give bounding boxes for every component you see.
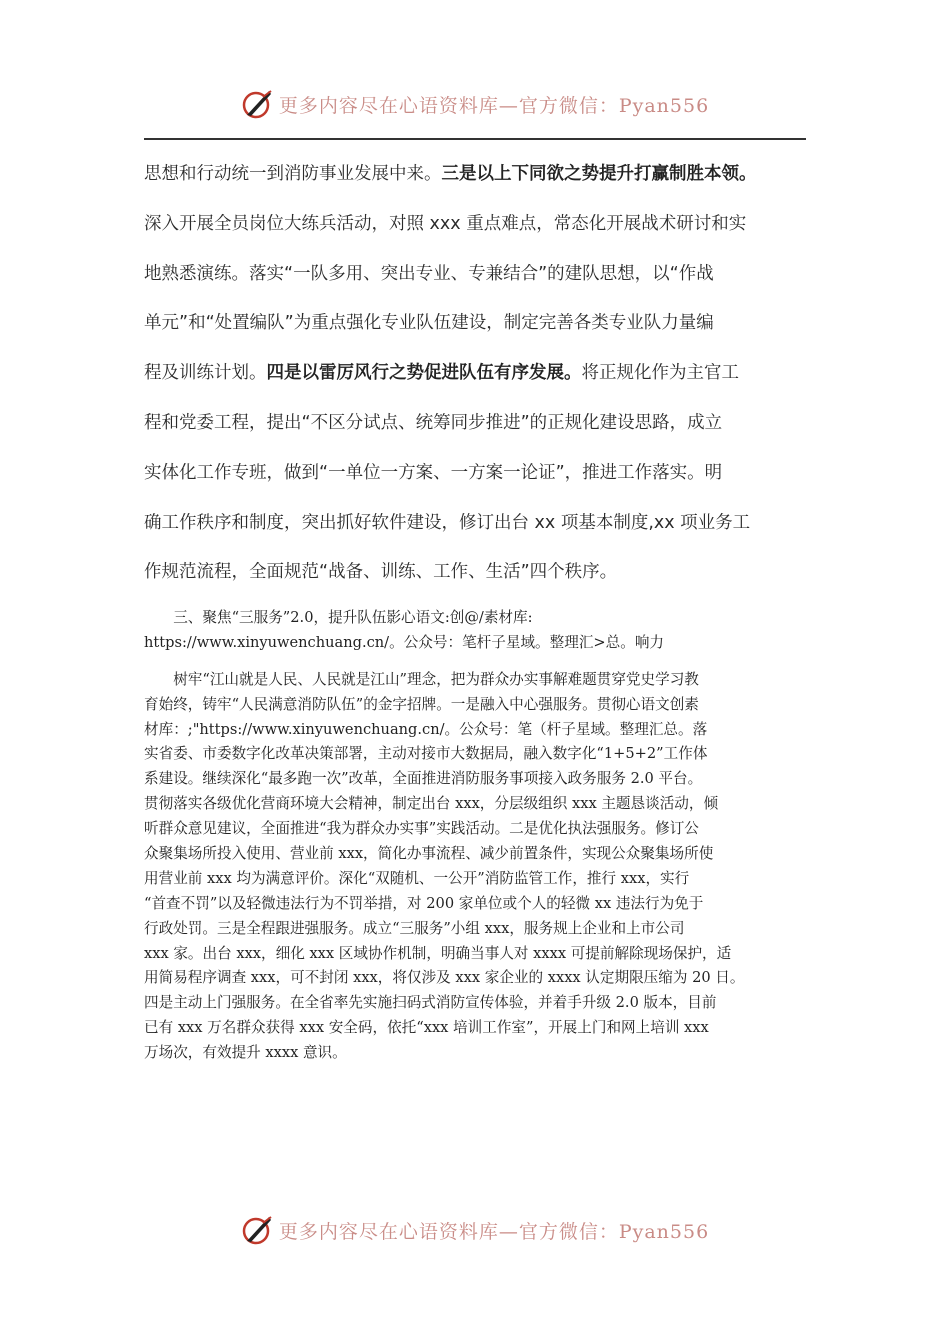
text-line: 众聚集场所投入使用、营业前 xxx，简化办事流程、减少前置条件，实现公众聚集场所使 — [144, 845, 714, 863]
text-line: 实体化工作专班，做到“一单位一方案、一方案一论证”，推进工作落实。明 — [144, 462, 723, 483]
text-line: 系建设。继续深化“最多跑一次”改革，全面推进消防服务事项接入政务服务 2.0 平台。 — [144, 770, 703, 788]
header-divider — [144, 138, 806, 140]
text-line: 听群众意见建议，全面推进“我为群众办实事”实践活动。二是优化执法强服务。修订公 — [144, 820, 699, 838]
footer-banner-text: 更多内容尽在心语资料库—官方微信：Pyan556 — [278, 1220, 710, 1243]
text-line — [144, 150, 810, 200]
text-span: 将正规化作为主官工 — [581, 363, 739, 384]
text-line: 用简易程序调查 xxx，可不封闭 xxx，将仅涉及 xxx 家企业的 xxxx 认定期限压缩为 20 日。 — [144, 969, 745, 987]
text-span: 思想和行动统一到消防事业发展中来。 — [144, 164, 442, 184]
text-line: 单元”和“处置编队”为重点强化专业队伍建设，制定完善各类专业队力量编 — [144, 313, 714, 334]
text-line: 实省委、市委数字化改革决策部署，主动对接市大数据局，融入数字化“1+5+2”工作体 — [144, 745, 708, 763]
bold-lead-3: 三是以上下同欲之势提升打赢制胜本领。 — [441, 164, 757, 184]
text-line: 材库：;"https://www.xinyuwenchuang.cn/。公众号：笔（杆子星域。整理汇总。落 — [144, 720, 708, 738]
text-line: 贯彻落实各级优化营商环境大会精神，制定出台 xxx，分层级组织 xxx 主题恳谈活动，倾 — [144, 795, 719, 813]
text-line: 万场次，有效提升 xxxx 意识。 — [144, 1044, 347, 1062]
text-line: “首查不罚”以及轻微违法行为不罚举措，对 200 家单位或个人的轻微 xx 违法行为免于 — [144, 894, 704, 912]
quill-logo-icon — [241, 87, 275, 121]
text-line: 行政处罚。三是全程跟进强服务。成立“三服务”小组 xxx，服务规上企业和上市公司 — [144, 919, 685, 937]
text-line — [144, 349, 810, 399]
section-heading: 三、聚焦“三服务”2.0，提升队伍影心语文:创@/素材库: — [144, 609, 533, 626]
text-line: 程和党委工程，提出“不区分试点、统筹同步推进”的正规化建设思路，成立 — [144, 412, 723, 433]
text-line: 作规范流程，全面规范“战备、训练、工作、生活”四个秩序。 — [144, 562, 618, 583]
paragraph-continuation — [144, 150, 810, 598]
header-banner-text: 更多内容尽在心语资料库—官方微信：Pyan556 — [278, 94, 710, 117]
text-line: xxx 家。出台 xxx，细化 xxx 区域协作机制，明确当事人对 xxxx 可提前解除现场保护，适 — [144, 944, 732, 962]
header-banner — [0, 84, 950, 124]
text-line: 确工作秩序和制度，突出抓好软件建设，修订出台 xx 项基本制度,xx 项业务工 — [144, 512, 751, 533]
text-line: 已有 xxx 万名群众获得 xxx 安全码，依托“xxx 培训工作室”，开展上门和网上培训 xxx — [144, 1019, 709, 1037]
section-three — [144, 606, 810, 1066]
text-line: 地熟悉演练。落实“一队多用、突出专业、专兼结合”的建队思想，以“作战 — [144, 263, 714, 284]
text-line: 四是主动上门强服务。在全省率先实施扫码式消防宣传体验，并着手升级 2.0 版本，目前 — [144, 994, 717, 1012]
text-line: 育始终，铸牢“人民满意消防队伍”的金字招牌。一是融入中心强服务。贯彻心语文创素 — [144, 695, 699, 713]
text-span: 程及训练计划。 — [144, 363, 267, 384]
text-line: 深入开展全员岗位大练兵活动，对照 xxx 重点难点，常态化开展战术研讨和实 — [144, 213, 747, 234]
footer-banner — [0, 1210, 950, 1250]
section-heading-cont: https://www.xinyuwenchuang.cn/。公众号：笔杆子星域。整理汇>总。响力 — [144, 633, 665, 651]
quill-logo-icon — [241, 1213, 275, 1247]
text-line: 用营业前 xxx 均为满意评价。深化“双随机、一公开”消防监管工作，推行 xxx，实行 — [144, 869, 690, 887]
text-line: 树牢“江山就是人民、人民就是江山”理念，把为群众办实事解难题贯穿党史学习教 — [144, 670, 699, 688]
bold-lead-4: 四是以雷厉风行之势促进队伍有序发展。 — [266, 363, 582, 384]
